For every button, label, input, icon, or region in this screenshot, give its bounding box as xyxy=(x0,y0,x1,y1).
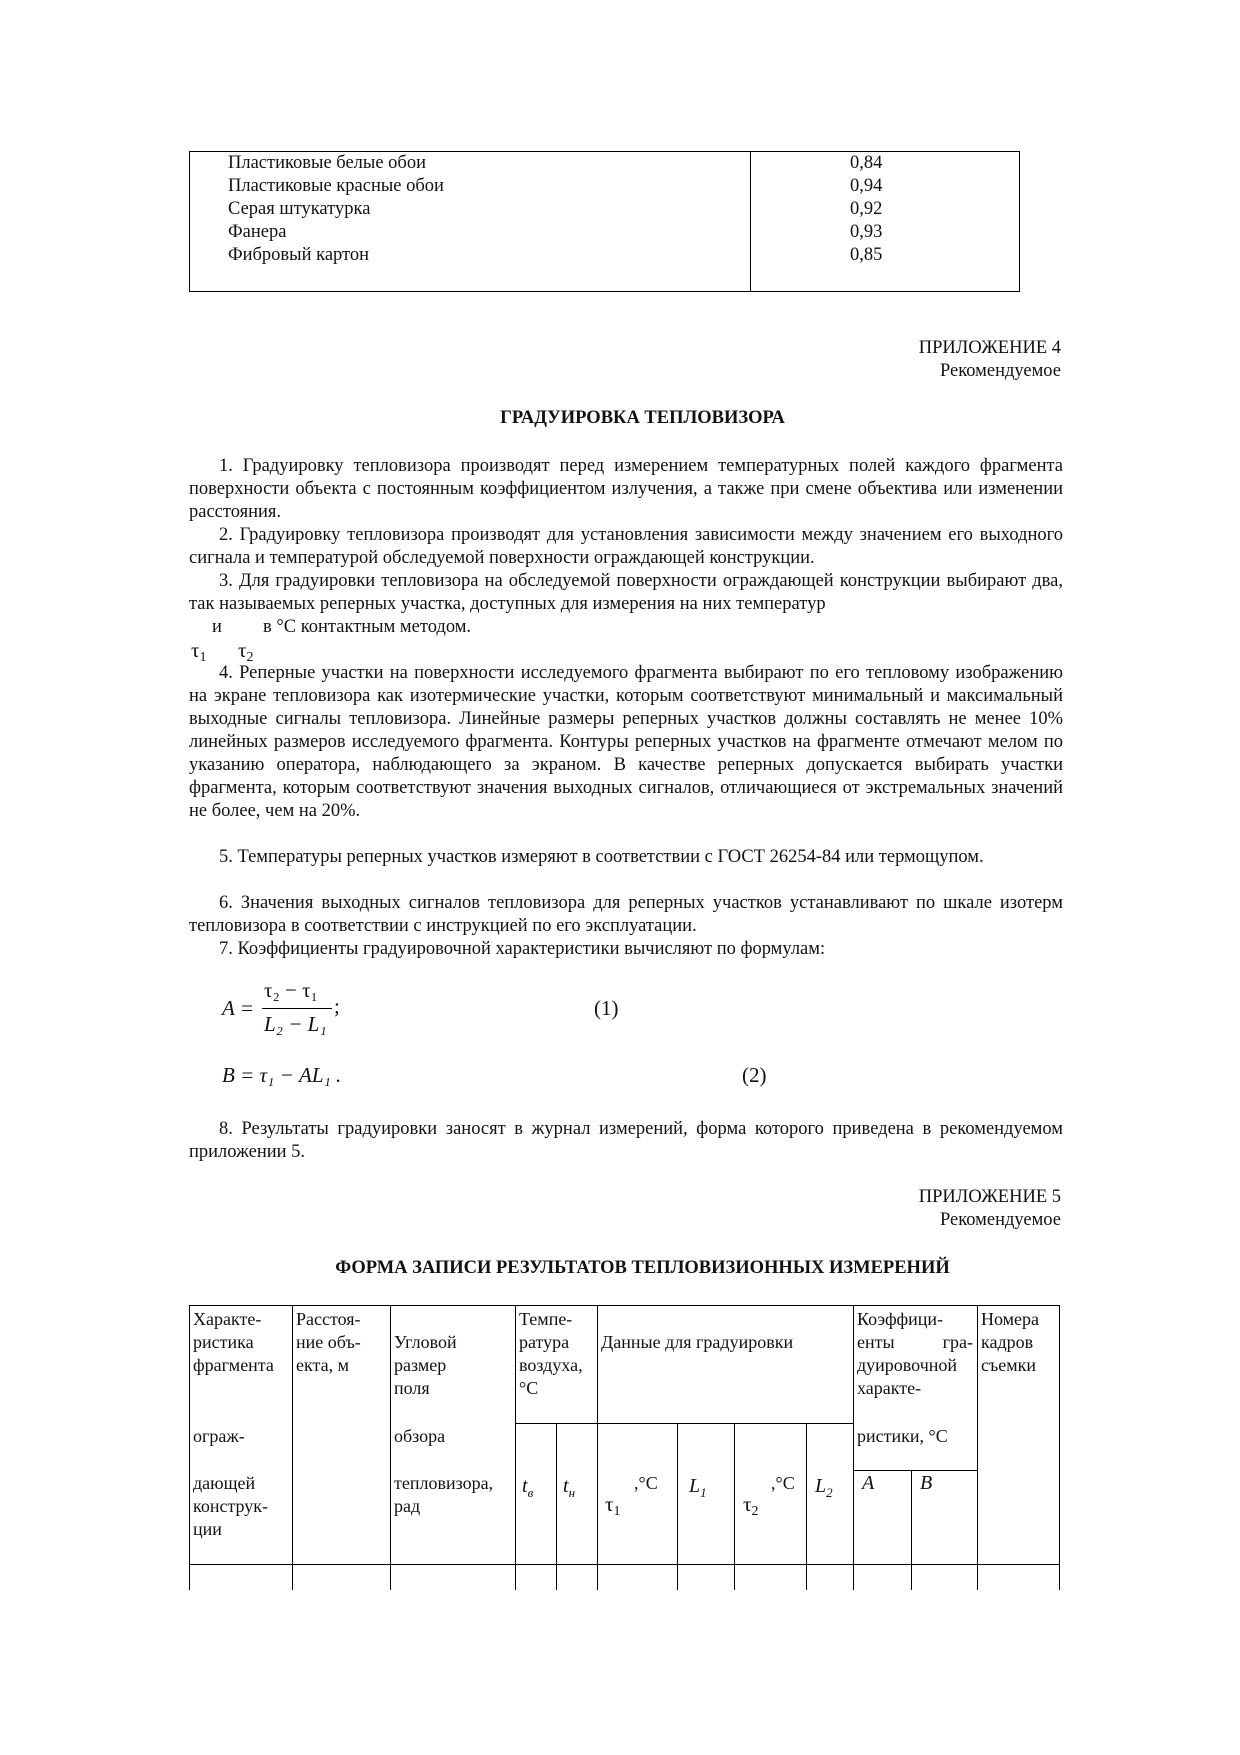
table-border xyxy=(292,1305,293,1590)
subheader-coef-A: A xyxy=(862,1472,875,1494)
formula1-denominator: L₂ − L₁ xyxy=(264,1012,327,1036)
table-border xyxy=(1059,1305,1060,1590)
appendix5-title: ФОРМА ЗАПИСИ РЕЗУЛЬТАТОВ ТЕПЛОВИЗИОННЫХ ИЗМЕРЕНИЙ xyxy=(335,1258,950,1278)
header-field-of-view: размер xyxy=(394,1355,447,1375)
header-coefficients: енты гра- xyxy=(857,1332,973,1352)
table-border xyxy=(977,1305,978,1590)
paragraph-5: 5. Температуры реперных участков измеряют в соответствии с ГОСТ 26254-84 или термощупом. xyxy=(219,847,984,867)
material-value: 0,94 xyxy=(850,176,883,196)
subheader-L1: $L_1$ xyxy=(689,1475,707,1500)
table-border xyxy=(806,1423,807,1590)
subheader-tau2-unit: ,°С xyxy=(771,1473,795,1493)
material-name: Пластиковые красные обои xyxy=(228,176,444,196)
subheader-L2: $L_2$ xyxy=(815,1475,833,1500)
header-coefficients: дуировочной xyxy=(857,1355,958,1375)
table-border xyxy=(677,1423,678,1590)
table-border xyxy=(556,1423,557,1590)
header-field-of-view: рад xyxy=(394,1496,421,1516)
material-name: Серая штукатурка xyxy=(228,199,371,219)
appendix4-label: ПРИЛОЖЕНИЕ 4 xyxy=(918,338,1061,358)
paragraph-4: 4. Реперные участки на поверхности исследуемого фрагмента выбирают по его тепловому изображению на экране тепловизора как изотермические участки, которым соответствуют минимальный и максимальный выходные сигналы тепловизора. Линейные размеры реперных участков должны составлять не менее 10% линейных размеров исследуемого фрагмента. Контуры реперных участков на фрагменте отмечают мелом по указанию оператора, наблюдающего за экраном. В качестве реперных допускается выбирать участки фрагмента, которым соответствуют значения выходных сигналов, отличающиеся от экстремальных значений не более, чем на 20%. xyxy=(189,663,1063,821)
subheader-outer-temp: $t_н$ xyxy=(563,1475,576,1500)
header-fragment-characteristic: ограж- xyxy=(193,1426,245,1446)
material-value: 0,85 xyxy=(850,245,883,265)
subheader-tau1-unit: ,°С xyxy=(634,1473,658,1493)
tau1-symbol: $\tau_1$ xyxy=(191,638,207,665)
header-fragment-characteristic: дающей xyxy=(193,1473,256,1493)
header-coefficients: ристики, °С xyxy=(857,1426,948,1446)
formula1-number: (1) xyxy=(594,996,619,1020)
header-object-distance: Расстоя- xyxy=(296,1309,361,1329)
table-border xyxy=(597,1305,598,1590)
paragraph-3-and: и xyxy=(212,617,222,637)
header-air-temperature: воздуха, xyxy=(519,1355,583,1375)
header-field-of-view: поля xyxy=(394,1378,430,1398)
header-fragment-characteristic: Характе- xyxy=(193,1309,262,1329)
header-frame-numbers: Номера xyxy=(981,1309,1040,1329)
subheader-tau2: $\tau_2$ xyxy=(743,1492,759,1519)
material-name: Фибровый картон xyxy=(228,245,370,265)
header-field-of-view: тепловизора, xyxy=(394,1473,494,1493)
header-coefficients: Коэффици- xyxy=(857,1309,944,1329)
subheader-tau1: $\tau_1$ xyxy=(605,1492,621,1519)
table-border xyxy=(911,1470,912,1590)
header-air-temperature: °С xyxy=(519,1378,539,1398)
material-value: 0,92 xyxy=(850,199,883,219)
paragraph-1: 1. Градуировку тепловизора производят перед измерением температурных полей каждого фрагмента поверхности объекта с постоянным коэффициентом излучения, а также при смене объектива или изменении расстояния. xyxy=(189,456,1063,522)
table-border xyxy=(390,1305,391,1590)
header-field-of-view: Угловой xyxy=(394,1332,457,1352)
formula2-number: (2) xyxy=(742,1063,767,1087)
paragraph-2: 2. Градуировку тепловизора производят для установления зависимости между значением его выходного сигнала и температурой обследуемой поверхности ограждающей конструкции. xyxy=(189,525,1063,568)
table-border xyxy=(853,1305,854,1590)
appendix5-label: ПРИЛОЖЕНИЕ 5 xyxy=(918,1187,1061,1207)
formula1-numerator: τ₂ − τ₁ xyxy=(264,978,318,1002)
header-calibration-data: Данные для градуировки xyxy=(601,1332,794,1352)
formula1-semicolon: ; xyxy=(334,994,340,1018)
header-fragment-characteristic: ции xyxy=(193,1519,222,1539)
appendix4-status: Рекомендуемое xyxy=(939,361,1061,381)
header-object-distance: ние объ- xyxy=(296,1332,361,1352)
header-object-distance: екта, м xyxy=(296,1355,349,1375)
subheader-inner-temp: $t_в$ xyxy=(522,1475,534,1500)
formula2: B = τ₁ − AL₁ . xyxy=(222,1063,342,1087)
tau2-symbol: $\tau_2$ xyxy=(238,638,254,665)
table-border xyxy=(189,1564,1059,1565)
header-fragment-characteristic: ристика xyxy=(193,1332,254,1352)
paragraph-3: 3. Для градуировки тепловизора на обследуемой поверхности ограждающей конструкции выбирают два, так называемых реперных участка, доступных для измерения на них температур xyxy=(189,571,1063,614)
header-fragment-characteristic: фрагмента xyxy=(193,1355,274,1375)
header-coefficients: характе- xyxy=(857,1378,922,1398)
appendix4-title: ГРАДУИРОВКА ТЕПЛОВИЗОРА xyxy=(500,408,785,428)
appendix5-status: Рекомендуемое xyxy=(939,1210,1061,1230)
header-frame-numbers: съемки xyxy=(981,1355,1037,1375)
paragraph-7: 7. Коэффициенты градуировочной характеристики вычисляют по формулам: xyxy=(219,939,826,959)
table-border xyxy=(734,1423,735,1590)
header-field-of-view: обзора xyxy=(394,1426,446,1446)
table-border xyxy=(853,1470,977,1471)
header-fragment-characteristic: конструк- xyxy=(193,1496,269,1516)
material-name: Фанера xyxy=(228,222,287,242)
paragraph-6: 6. Значения выходных сигналов тепловизора для реперных участков устанавливают по шкале изотерм тепловизора в соответствии с инструкцией по его эксплуатации. xyxy=(189,893,1063,936)
paragraph-8: 8. Результаты градуировки заносят в журнал измерений, форма которого приведена в рекомендуемом приложении 5. xyxy=(189,1119,1063,1162)
table-border xyxy=(515,1423,853,1424)
table-border xyxy=(189,1305,190,1590)
formula1-lhs: A = xyxy=(222,996,254,1020)
header-air-temperature: Темпе- xyxy=(519,1309,573,1329)
material-value: 0,84 xyxy=(850,153,883,173)
subheader-coef-B: B xyxy=(920,1472,933,1494)
material-name: Пластиковые белые обои xyxy=(228,153,426,173)
table-border xyxy=(189,1305,1059,1306)
paragraph-3-tail: в °С контактным методом. xyxy=(263,617,472,637)
header-frame-numbers: кадров xyxy=(981,1332,1034,1352)
table-border xyxy=(515,1305,516,1590)
material-value: 0,93 xyxy=(850,222,883,242)
header-air-temperature: ратура xyxy=(519,1332,570,1352)
